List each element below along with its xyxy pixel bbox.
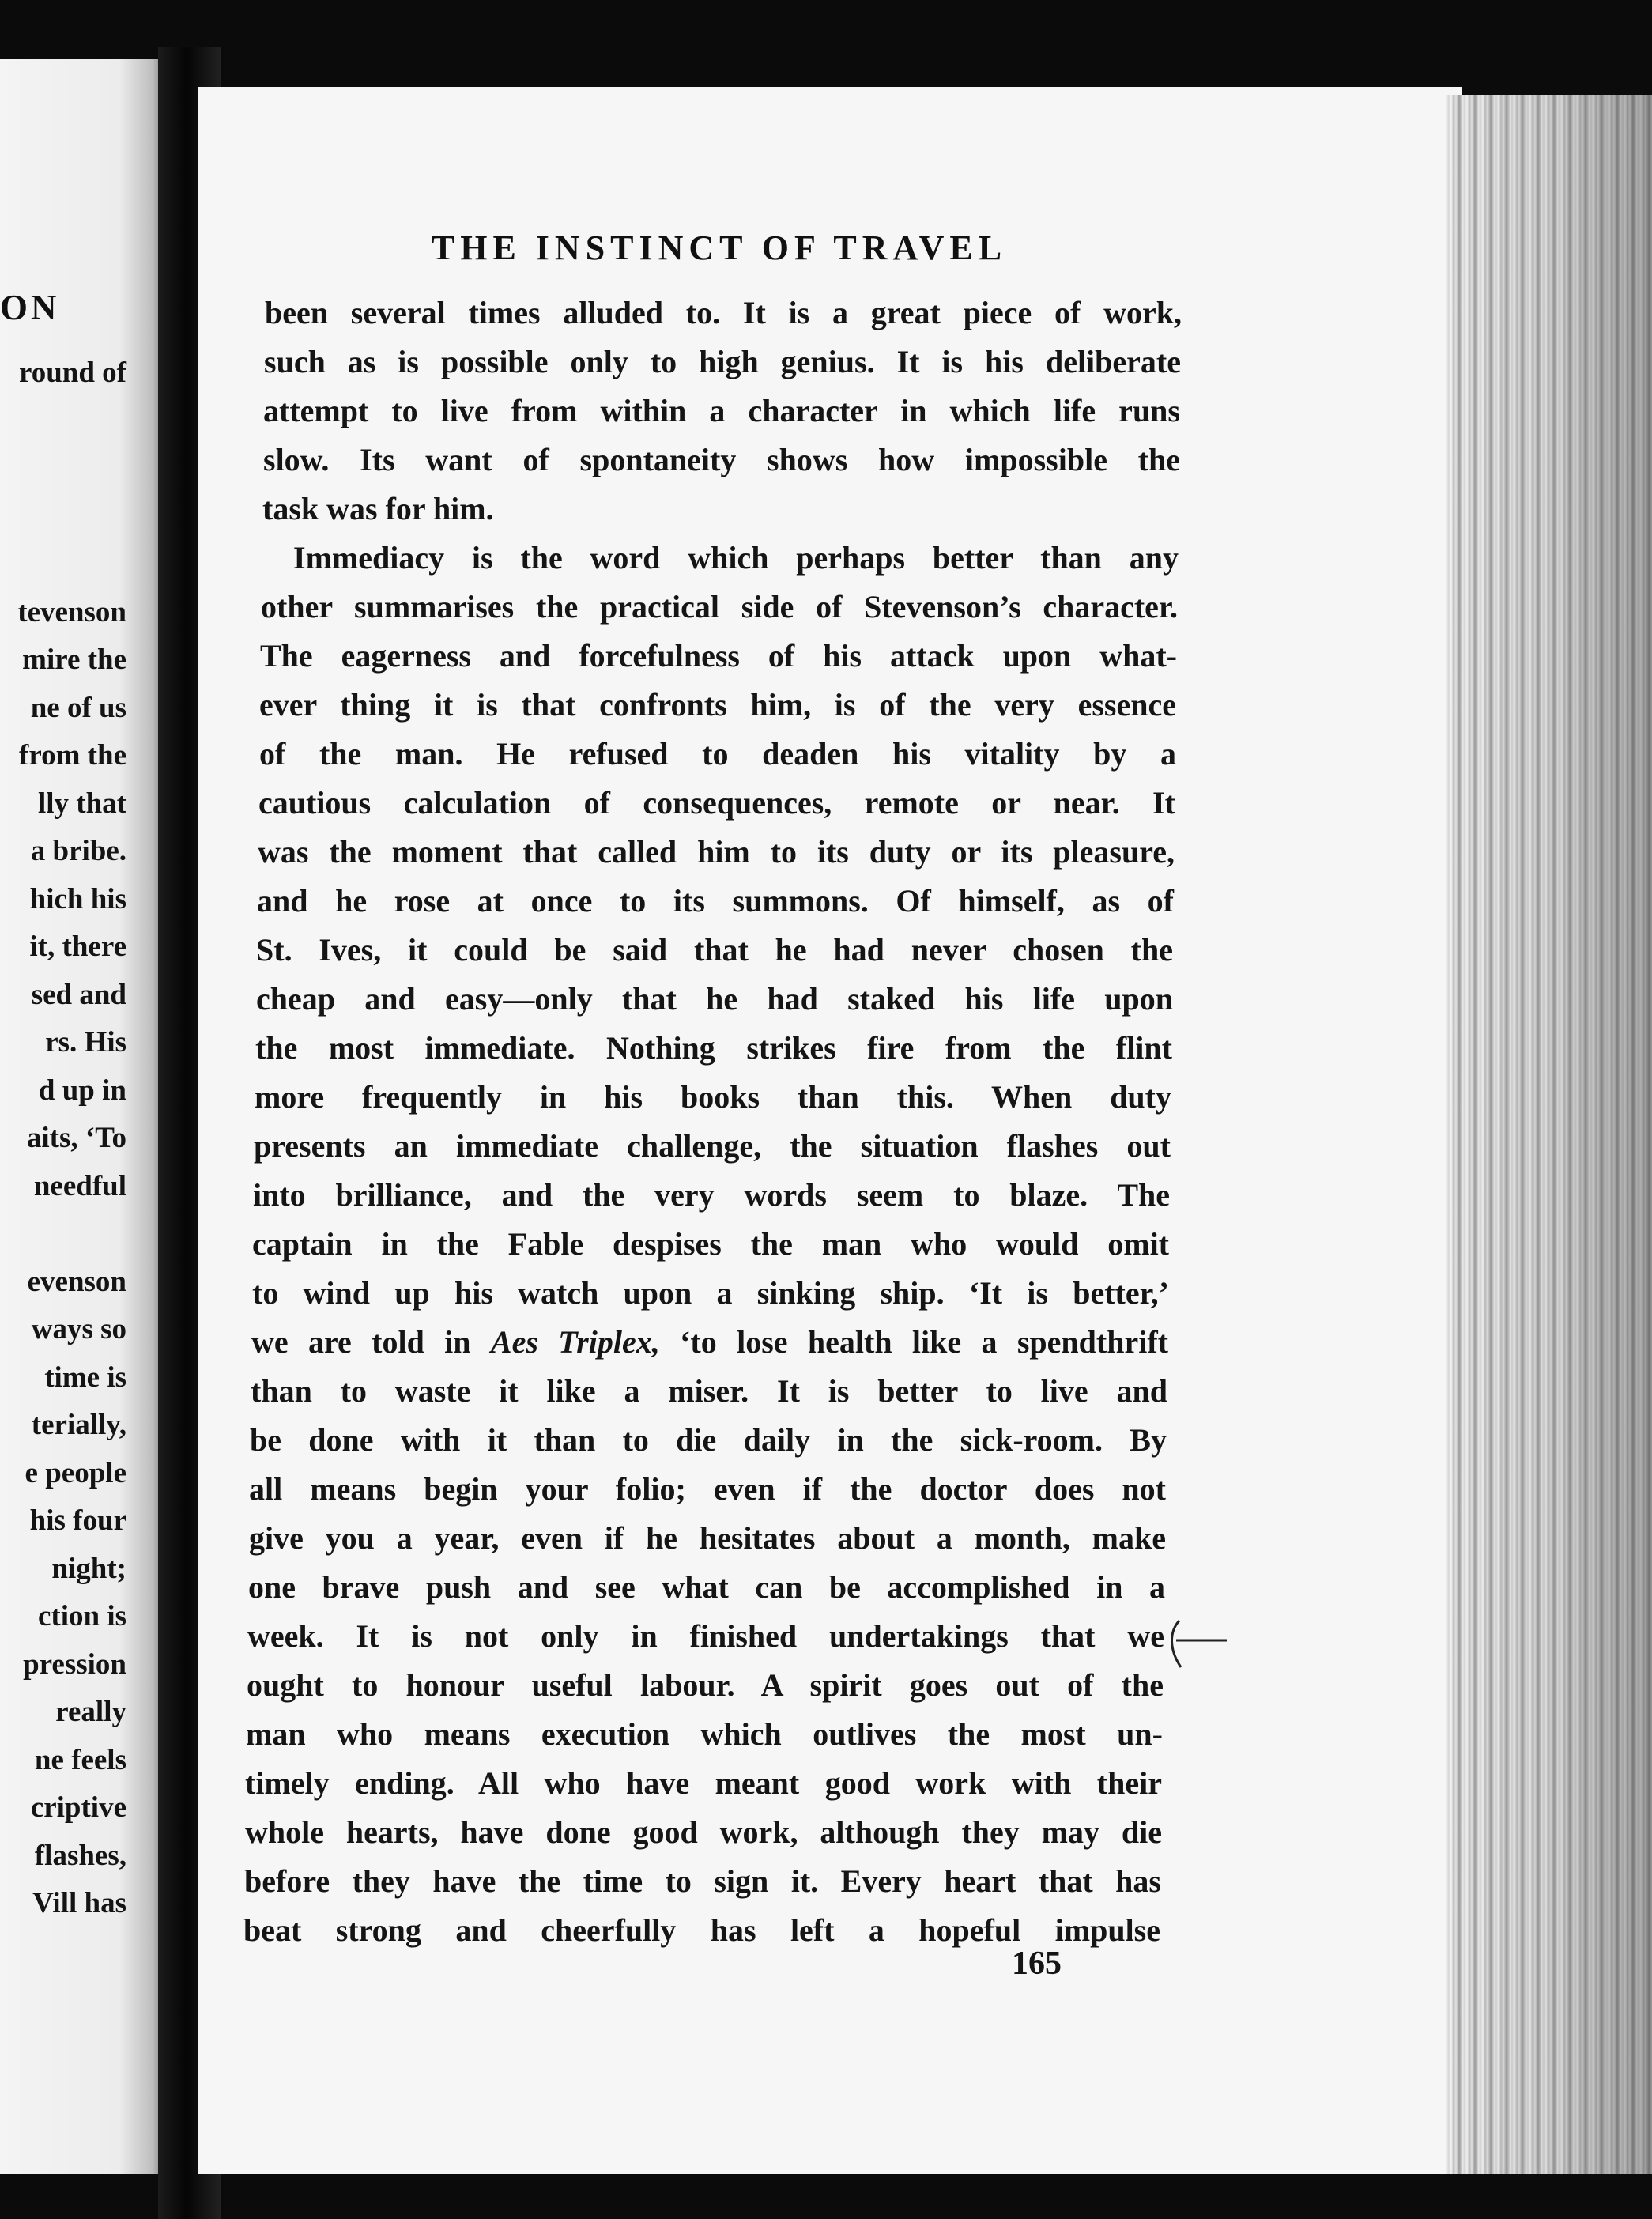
text-line: be done with it than to die daily in the sick-room. By xyxy=(250,1422,1167,1458)
text-line: The eagerness and forcefulness of his attack upon what- xyxy=(260,638,1177,674)
left-page-line: criptive xyxy=(30,1791,126,1824)
handwritten-margin-mark xyxy=(1162,1617,1233,1672)
text-line: Immediacy is the word which perhaps better than any xyxy=(293,540,1179,576)
text-line: before they have the time to sign it. Every heart that has xyxy=(244,1863,1161,1899)
text-line: week. It is not only in finished undertakings that we xyxy=(247,1618,1164,1654)
text-line: slow. Its want of spontaneity shows how impossible the xyxy=(263,442,1180,477)
left-page-line: ne feels xyxy=(34,1744,126,1776)
text-line: ever thing it is that confronts him, is of the very essence xyxy=(259,687,1176,723)
text-line: one brave push and see what can be accomplished in a xyxy=(248,1569,1165,1605)
text-line: more frequently in his books than this. When duty xyxy=(255,1079,1171,1115)
left-page-line: rs. His xyxy=(45,1026,126,1059)
text-line-rest: ‘to lose health like a spendthrift xyxy=(680,1324,1168,1360)
page-edge-shadow xyxy=(1446,95,1652,2174)
left-page-line: hich his xyxy=(29,883,126,915)
left-page-line: flashes, xyxy=(34,1840,126,1872)
text-line: and he rose at once to its summons. Of himself, as of xyxy=(257,883,1174,919)
left-page-line: from the xyxy=(19,739,126,772)
text-line: man who means execution which outlives the most un- xyxy=(246,1716,1163,1752)
text-line: give you a year, even if he hesitates about a month, make xyxy=(249,1520,1166,1556)
text-line: was the moment that called him to its duty or its pleasure, xyxy=(258,834,1175,870)
text-line: ought to honour useful labour. A spirit goes out of the xyxy=(247,1667,1164,1703)
text-line: been several times alluded to. It is a great piece of work, xyxy=(265,295,1182,330)
left-page-line: sed and xyxy=(31,979,126,1011)
running-head: THE INSTINCT OF TRAVEL xyxy=(431,228,1008,267)
left-page-line: time is xyxy=(44,1361,126,1394)
left-page-line: pression xyxy=(23,1648,126,1681)
left-page-line: mire the xyxy=(22,643,126,676)
left-page-line: tevenson xyxy=(17,596,126,628)
text-line: attempt to live from within a character in which life runs xyxy=(263,393,1180,428)
left-page-line: his four xyxy=(29,1504,126,1537)
left-page-line: round of xyxy=(18,357,126,389)
left-page-line: ne of us xyxy=(30,692,126,724)
text-line: presents an immediate challenge, the situation flashes out xyxy=(254,1128,1171,1164)
text-line: into brilliance, and the very words seem to blaze. The xyxy=(253,1177,1170,1213)
text-line: timely ending. All who have meant good work with their xyxy=(245,1765,1162,1801)
text-line: all means begin your folio; even if the doctor does not xyxy=(249,1471,1166,1507)
text-line: of the man. He refused to deaden his vitality by a xyxy=(259,736,1176,772)
text-line: the most immediate. Nothing strikes fire from the flint xyxy=(255,1030,1172,1066)
text-line: cautious calculation of consequences, remote or near. It xyxy=(258,785,1175,821)
left-page-line: lly that xyxy=(37,787,126,820)
left-page-line: e people xyxy=(25,1457,126,1489)
left-page-line: night; xyxy=(51,1553,126,1585)
left-page-line: needful xyxy=(33,1170,126,1202)
left-facing-page xyxy=(0,59,170,2174)
text-line: task was for him. xyxy=(262,491,494,526)
text-line: cheap and easy—only that he had staked his life upon xyxy=(256,981,1173,1017)
left-page-line: really xyxy=(55,1696,126,1728)
left-page-line: it, there xyxy=(29,930,126,963)
text-line xyxy=(251,1323,1168,1361)
left-page-header: ON xyxy=(0,288,60,327)
text-line: whole hearts, have done good work, although they may die xyxy=(245,1814,1162,1850)
text-line: such as is possible only to high genius. It is his deliberate xyxy=(264,344,1181,379)
left-page-line: evenson xyxy=(27,1266,126,1298)
text-line: other summarises the practical side of Stevenson’s character. xyxy=(261,589,1178,625)
italic-title: Aes Triplex, xyxy=(490,1324,660,1360)
left-page-line: terially, xyxy=(31,1409,126,1441)
left-page-line: a bribe. xyxy=(30,835,126,867)
text-line: St. Ives, it could be said that he had never chosen the xyxy=(256,932,1173,968)
left-page-line: aits, ‘To xyxy=(26,1122,126,1154)
text-line-start: we are told in xyxy=(251,1324,471,1360)
left-page-line: d up in xyxy=(38,1074,126,1107)
page-number: 165 xyxy=(1012,1945,1062,1982)
text-line: to wind up his watch upon a sinking ship. ‘It is better,’ xyxy=(252,1275,1169,1311)
left-page-line: ways so xyxy=(31,1313,126,1345)
text-line: than to waste it like a miser. It is better to live and xyxy=(251,1373,1167,1409)
left-page-line: ction is xyxy=(37,1600,126,1632)
text-line: captain in the Fable despises the man who would omit xyxy=(252,1226,1169,1262)
text-line: beat strong and cheerfully has left a hopeful impulse xyxy=(243,1912,1160,1948)
left-page-line: Vill has xyxy=(32,1887,126,1919)
